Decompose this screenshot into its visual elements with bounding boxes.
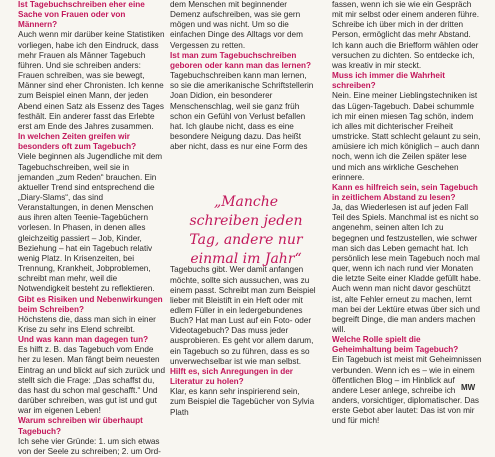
- question-heading: Ist Tagebuchschreiben eher eine Sache von Frauen oder von Männern?: [18, 0, 145, 30]
- question-heading: Warum schreiben wir überhaupt Tagebuch?: [18, 416, 143, 436]
- answer-text: Es hilft z. B. das Tagebuch vom Ende her zu lesen. Man fängt beim neuesten Eintrag an und blickt auf sich zurück und stellt sich die Frage: „Das schaffst du, das hast du schon mal geschafft.“ Und darüber schreiben, was gut ist und gut war im eigenen Leben!: [18, 345, 166, 416]
- answer-text: dem Menschen mit beginnender Demenz aufschreiben, was sie gern mögen und was nicht. Um so die einfachen Dinge des Alltags vor dem Vergessen zu retten.: [170, 0, 303, 50]
- question-heading: Und was kann man dagegen tun?: [18, 335, 149, 345]
- answer-text: Nein. Eine meiner Lieblingstechniken ist das Lügen-Tagebuch. Dabei schummle ich mir einen miesen Tag schön, indem ich alles mit dichterischer Freiheit umstricke. Statt schlecht gelaunt zu sein, amüsiere ich mich königlich – auch dann noch, wenn ich die Zeilen später lese und mich ans wirkliche Geschehen erinnere.: [332, 91, 481, 182]
- answer-text: Tagebuchs gibt. Wer damit anfangen möchte, sollte sich aussuchen, was zu einem passt. Schreibt man zum Beispiel lieber mit Bleistift in ein Heft oder mit edlem Füller in ein ledergebundenes Buch? Hat man Lust auf ein Foto- oder Videotagebuch? Das muss jeder ausprobieren. Es geht vor allem darum, ein Tagebuch so zu führen, dass es so unverwechselbar ist wie man selbst.: [170, 265, 316, 366]
- question-heading: Muss ich immer die Wahrheit schreiben?: [332, 71, 445, 91]
- answer-text: Auch wenn mir darüber keine Statistiken vorliegen, habe ich den Eindruck, dass mehr Frauen als Männer Tagebuch führen. Und sie schreiben anders: Frauen schreiben, was sie bewegt, Männer sind eher Chronisten. Ich kenne zum Beispiel einen Mann, der jeden Abend einen Satz als Essenz des Tages festhält. Ein anderer fasst das Erlebte erst am Ende des Jahres zusammen.: [18, 30, 165, 131]
- answer-text: Tagebuchschreiben kann man lernen, so sie die amerikanische Schriftstellerin Joan Didion, ein besonderer Menschenschlag, weil sie ganz früh schon ein Gefühl von Verlust befallen hat. Ich glaube nicht, dass es eine besondere Neigung dazu. Das heißt aber nicht, dass es nur eine Form des: [170, 71, 314, 152]
- article-column-3: [332, 0, 482, 427]
- answer-text: Höchstens die, dass man sich in einer Krise zu sehr ins Elend schreibt.: [18, 314, 156, 334]
- answer-text: Ein Tagebuch ist meist mit Geheimnissen verbunden. Wenn ich es – wie in einem öffentlichen Blog – im Hinblick auf andere Leser anlege, schreibe ich anders, vorsichtiger, diplomatischer. Das erste Gebot aber lautet: Das ist von mir und für mich!: [332, 355, 482, 426]
- question-heading: Welche Rolle spielt die Geheimhaltung beim Tagebuch?: [332, 335, 459, 355]
- question-heading: Ist man zum Tagebuchschreiben geboren oder kann man das lernen?: [170, 50, 312, 70]
- question-heading: Gibt es Risiken und Nebenwirkungen beim Schreiben?: [18, 294, 163, 314]
- question-heading: Kann es hilfreich sein, sein Tagebuch in zeitlichem Abstand zu lesen?: [332, 182, 478, 202]
- question-heading: In welchen Zeiten greifen wir besonders oft zum Tagebuch?: [18, 132, 137, 152]
- answer-text: Klar, es kann sehr inspirierend sein, zum Beispiel die Tagebücher von Sylvia Plath: [170, 387, 315, 417]
- article-column-1: [18, 0, 165, 457]
- answer-text: Viele beginnen als Jugendliche mit dem Tagebuchschreiben, weil sie in jemanden „zum Reden“ brauchen. Ein aktueller Trend sind entsprechend die „Diary-Slams“, das sind Veranstaltungen, in denen Menschen aus ihren alten Teenie-Tagebüchern vorlesen. In Phasen, in denen alles gleichzeitig passiert – Job, Kinder, Beziehung – hat ein Tagebuch relativ wenig Platz. In Krisenzeiten, bei Trennung, Krankheit, Jobproblemen, schreibt man mehr, weil die Notwendigkeit besteht zu reflektieren.: [18, 152, 163, 294]
- answer-text: fassen, wenn ich sie wie ein Gespräch mit mir selbst oder einem anderen führe. Schreibe ich über mich in der dritten Person, ermöglicht das mehr Abstand. Ich kann auch die Briefform wählen oder versuchen zu dichten. So entdecke ich, was kreativ in mir steckt.: [332, 0, 479, 70]
- author-signature: MW: [461, 383, 476, 392]
- answer-text: Ich sehe vier Gründe: 1. um sich etwas von der Seele zu schreiben; 2. um Ord-: [18, 436, 161, 456]
- photo-credit: [0, 382, 1, 392]
- question-heading: Hilft es, sich Anregungen in der Literatur zu holen?: [170, 366, 293, 387]
- answer-text: Ja, das Wiederlesen ist auf jeden Fall Teil des Spiels. Manchmal ist es nicht so angenehm, seinen alten Ich zu begegnen und festzustellen, wie schwer man sich das Leben gemacht hat. Ich persönlich lese mein Tagebuch noch mal quer, wenn ich nach rund vier Monaten die letzte Seite einer Kladde gefüllt habe. Auch wenn man nicht davor geschützt ist, alte Fehler erneut zu machen, lernt man bei der Lektüre etwas über sich und begreift Dinge, die man anders machen will.: [332, 203, 481, 334]
- pull-quote: „Manche schreiben jeden Tag, andere nur einmal im Jahr“: [189, 194, 303, 267]
